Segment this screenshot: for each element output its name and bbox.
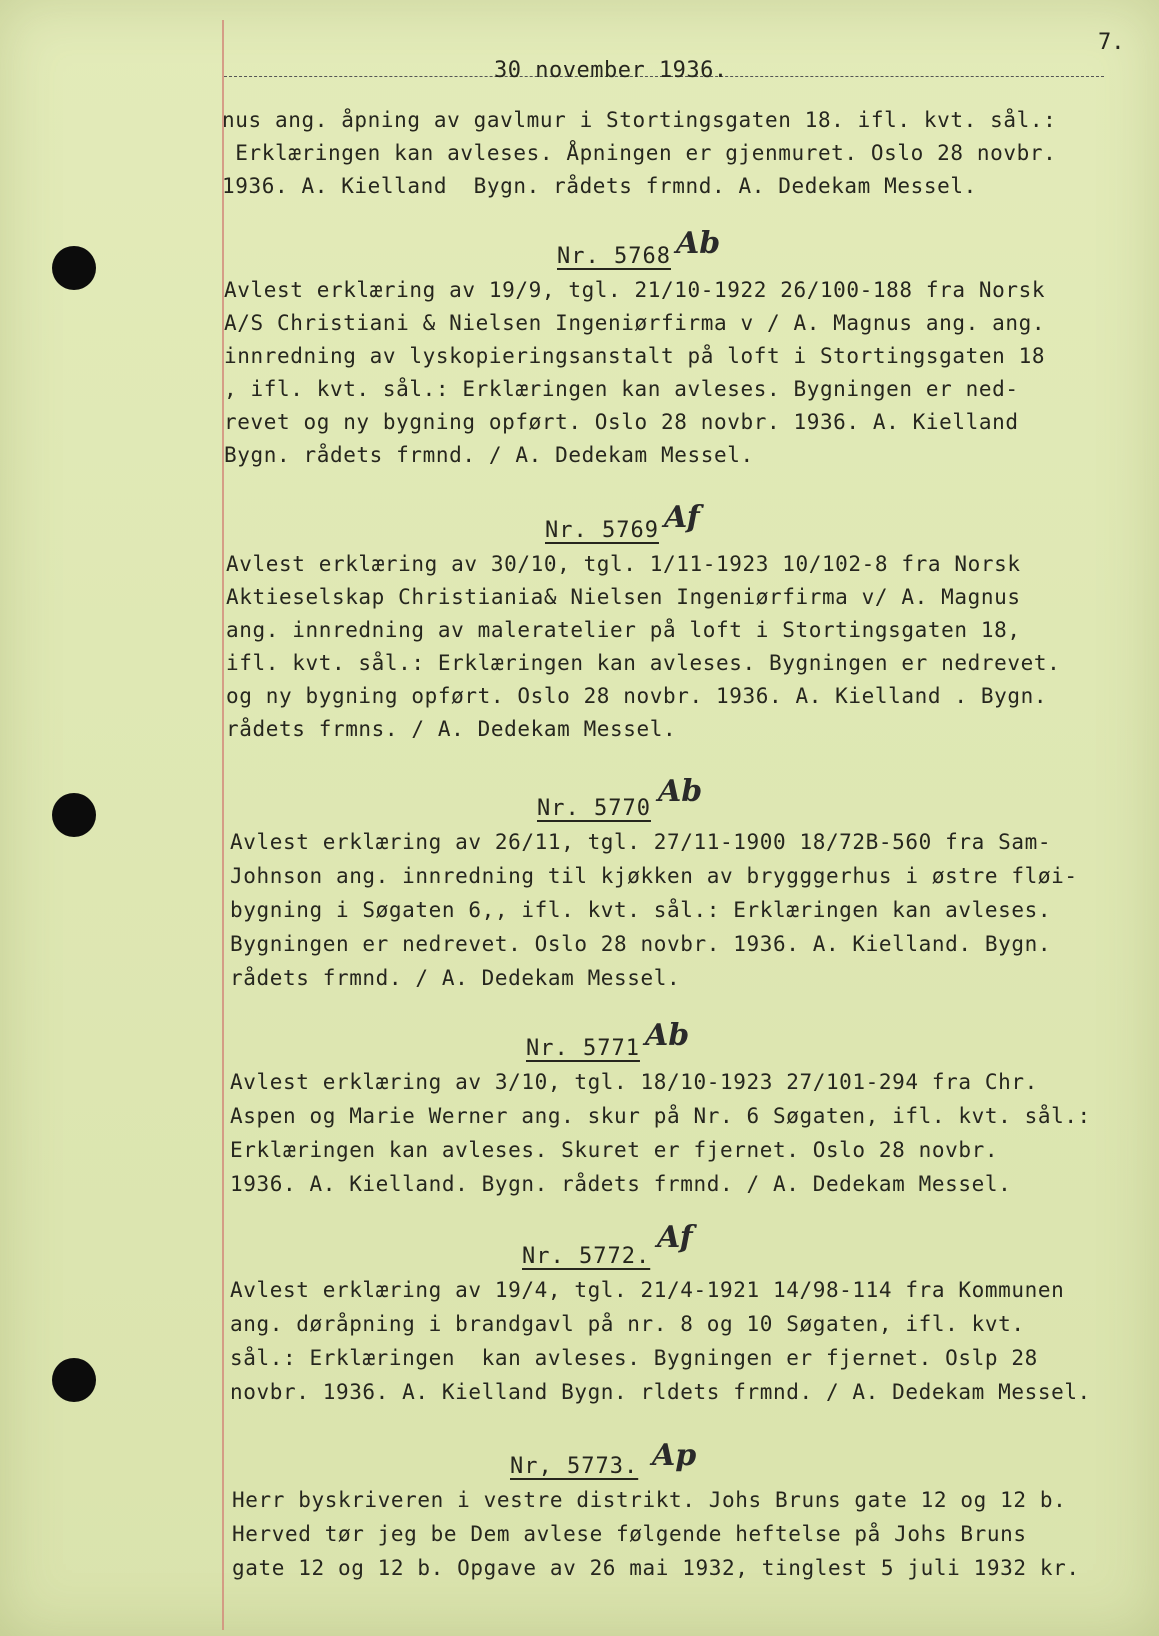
entry-heading: Nr. 5769 xyxy=(545,518,659,543)
binder-hole-icon xyxy=(52,793,96,837)
entry-line: og ny bygning opført. Oslo 28 novbr. 1936. A. Kielland . Bygn. xyxy=(226,684,1048,708)
entry-line: sål.: Erklæringen kan avleses. Bygningen er fjernet. Oslp 28 xyxy=(230,1346,1038,1370)
entry-line: , ifl. kvt. sål.: Erklæringen kan avleses. Bygningen er ned- xyxy=(224,377,1019,401)
entry-line: Bygningen er nedrevet. Oslo 28 novbr. 1936. A. Kielland. Bygn. xyxy=(230,932,1052,956)
intro-line: Erklæringen kan avleses. Åpningen er gjenmuret. Oslo 28 novbr. xyxy=(222,141,1057,165)
entry-line: gate 12 og 12 b. Opgave av 26 mai 1932, tinglest 5 juli 1932 kr. xyxy=(232,1556,1080,1580)
entry-line: ang. døråpning i brandgavl på nr. 8 og 10 Søgaten, ifl. kvt. xyxy=(230,1312,1025,1336)
intro-line: nus ang. åpning av gavlmur i Stortingsgaten 18. ifl. kvt. sål.: xyxy=(222,108,1057,132)
entry-heading: Nr. 5771 xyxy=(526,1036,640,1061)
entry-line: novbr. 1936. A. Kielland Bygn. rldets frmnd. / A. Dedekam Messel. xyxy=(230,1380,1091,1404)
entry-line: ang. innredning av maleratelier på loft i Stortingsgaten 18, xyxy=(226,618,1021,642)
entry-heading: Nr. 5770 xyxy=(537,796,651,821)
entry-heading: Nr. 5768 xyxy=(557,244,671,269)
entry-line: Avlest erklæring av 19/9, tgl. 21/10-1922 26/100-188 fra Norsk xyxy=(224,278,1046,302)
entry-line: Herved tør jeg be Dem avlese følgende heftelse på Johs Bruns xyxy=(232,1522,1027,1546)
entry-line: Avlest erklæring av 30/10, tgl. 1/11-1923 10/102-8 fra Norsk xyxy=(226,552,1021,576)
initials-signature: Ab xyxy=(658,774,703,809)
entry-line: Bygn. rådets frmnd. / A. Dedekam Messel. xyxy=(224,443,754,467)
entry-line: 1936. A. Kielland. Bygn. rådets frmnd. / A. Dedekam Messel. xyxy=(230,1172,1012,1196)
entry-line: Johnson ang. innredning til kjøkken av brygggerhus i østre fløi- xyxy=(230,864,1078,888)
entry-line: innredning av lyskopieringsanstalt på loft i Stortingsgaten 18 xyxy=(224,344,1046,368)
entry-line: A/S Christiani & Nielsen Ingeniørfirma v / A. Magnus ang. ang. xyxy=(224,311,1046,335)
entry-line: Avlest erklæring av 26/11, tgl. 27/11-1900 18/72B-560 fra Sam- xyxy=(230,830,1052,854)
entry-heading: Nr, 5773. xyxy=(510,1454,639,1479)
margin-rule xyxy=(222,20,224,1630)
entry-line: ifl. kvt. sål.: Erklæringen kan avleses. Bygningen er nedrevet. xyxy=(226,651,1061,675)
entry-line: rådets frmnd. / A. Dedekam Messel. xyxy=(230,966,681,990)
entry-line: Aspen og Marie Werner ang. skur på Nr. 6 Søgaten, ifl. kvt. sål.: xyxy=(230,1104,1091,1128)
entry-line: Avlest erklæring av 3/10, tgl. 18/10-1923 27/101-294 fra Chr. xyxy=(230,1070,1038,1094)
binder-hole-icon xyxy=(52,1358,96,1402)
entry-line: Erklæringen kan avleses. Skuret er fjernet. Oslo 28 novbr. xyxy=(230,1138,999,1162)
intro-line: 1936. A. Kielland Bygn. rådets frmnd. A. Dedekam Messel. xyxy=(222,174,977,198)
entry-line: revet og ny bygning opført. Oslo 28 novbr. 1936. A. Kielland xyxy=(224,410,1019,434)
entry-line: Herr byskriveren i vestre distrikt. Johs Bruns gate 12 og 12 b. xyxy=(232,1488,1067,1512)
initials-signature: Ab xyxy=(645,1018,690,1053)
page-number: 7. xyxy=(1098,30,1125,55)
entry-line: Aktieselskap Christiania& Nielsen Ingeniørfirma v/ A. Magnus xyxy=(226,585,1021,609)
initials-signature: Af xyxy=(657,1220,693,1255)
initials-signature: Ap xyxy=(652,1438,697,1473)
entry-line: rådets frmns. / A. Dedekam Messel. xyxy=(226,717,677,741)
initials-signature: Ab xyxy=(676,226,721,261)
initials-signature: Af xyxy=(664,500,700,535)
binder-hole-icon xyxy=(52,246,96,290)
entry-heading: Nr. 5772. xyxy=(522,1244,651,1269)
entry-line: Avlest erklæring av 19/4, tgl. 21/4-1921 14/98-114 fra Kommunen xyxy=(230,1278,1065,1302)
header-date: 30 november 1936. xyxy=(494,58,728,83)
entry-line: bygning i Søgaten 6,, ifl. kvt. sål.: Erklæringen kan avleses. xyxy=(230,898,1052,922)
